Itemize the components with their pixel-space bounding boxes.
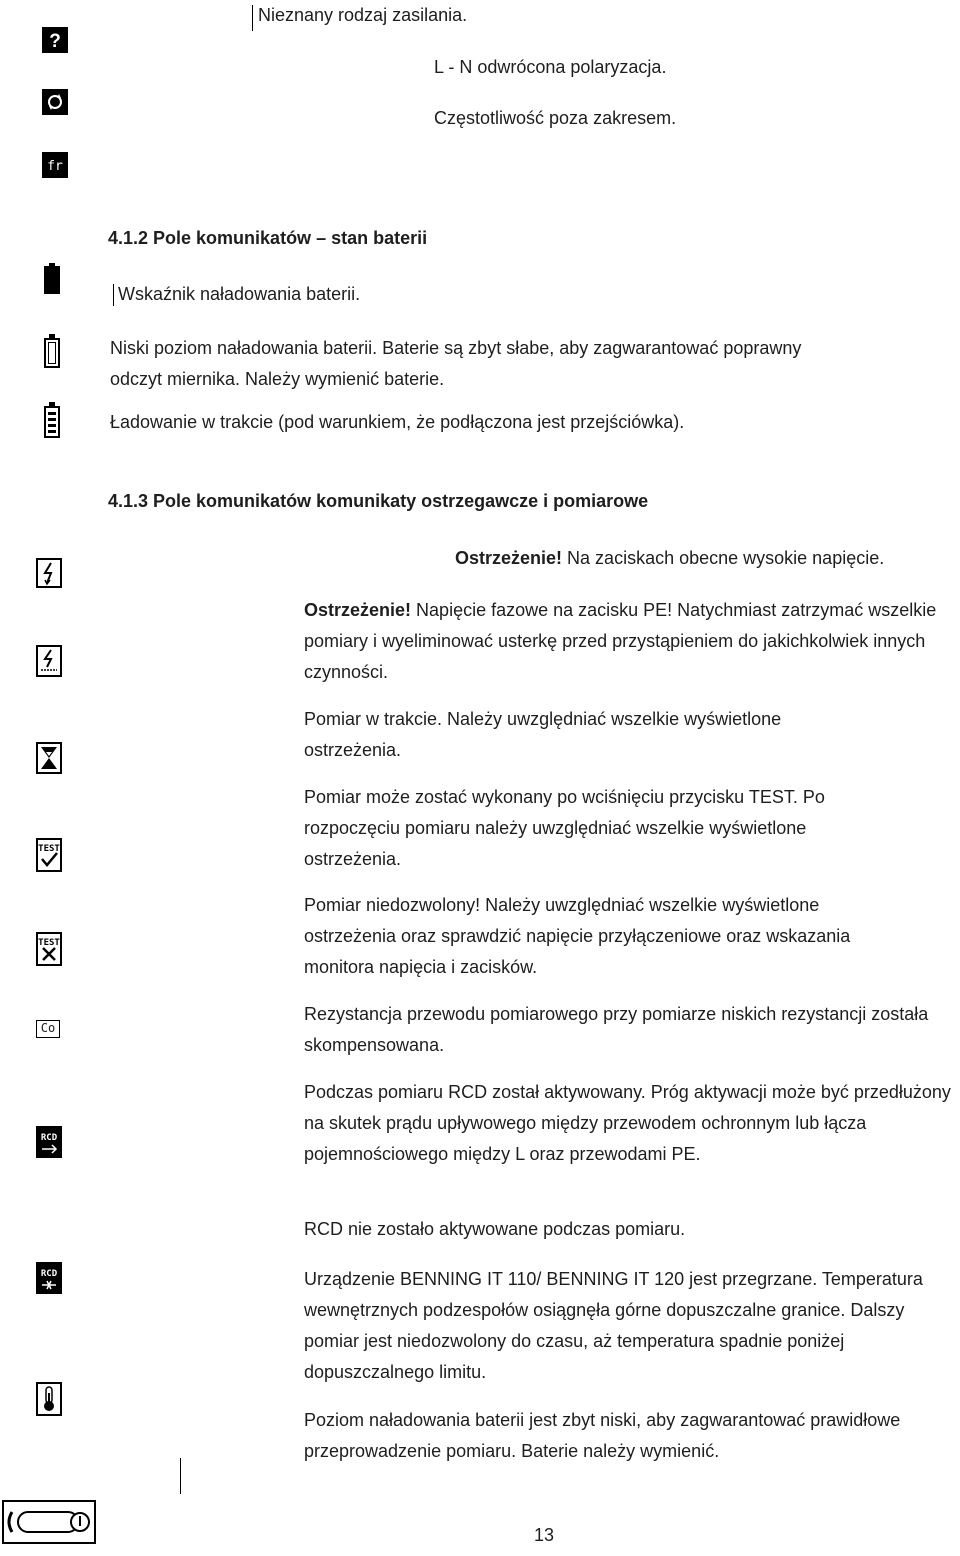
hourglass-icon <box>36 742 62 774</box>
lightning-icon <box>36 558 62 588</box>
battery-empty-icon <box>44 338 60 368</box>
reverse-arrows-icon <box>42 89 68 115</box>
question-mark-icon <box>42 27 68 53</box>
test-allowed-text: Pomiar może zostać wykonany po wciśnięciu przycisku TEST. Po rozpoczęciu pomiaru należy uwzględniać wszelkie wyświetlone ostrzeżenia. <box>304 787 825 869</box>
measuring-text: Pomiar w trakcie. Należy uwzględniać wszelkie wyświetlone ostrzeżenia. <box>304 709 782 760</box>
warnings-section-heading: 4.1.3 Pole komunikatów komunikaty ostrzegawcze i pomiarowe <box>108 491 649 511</box>
terminal-voltage-text <box>455 543 884 574</box>
rcd-tripped-text: Podczas pomiaru RCD został aktywowany. Próg aktywacji może być przedłużony na skutek prądu upływowego między przewodem ochronnym lub łącza pojemnościowego między L oraz przewodami PE. <box>304 1082 951 1164</box>
low-battery-bar-icon <box>2 1500 96 1544</box>
reversed-polarity-text: L - N odwrócona polaryzacja. <box>434 57 667 77</box>
frequency-text: Częstotliwość poza zakresem. <box>434 108 677 128</box>
charging-text: Ładowanie w trakcie (pod warunkiem, że podłączona jest przejściówka). <box>110 412 685 432</box>
test-check-icon <box>36 838 62 872</box>
margin-bar <box>180 1458 181 1494</box>
co-icon <box>36 1020 60 1038</box>
battery-full-icon <box>44 266 60 294</box>
pe-lightning-icon <box>36 645 62 677</box>
question-mark-glyph: ? <box>49 31 61 51</box>
thermometer-icon <box>36 1382 62 1416</box>
test-label: TEST <box>38 938 60 948</box>
page-number: 13 <box>534 1525 555 1545</box>
margin-bar <box>113 284 114 306</box>
pe-voltage-label: Ostrzeżenie! <box>304 600 412 620</box>
low-battery-text-2: odczyt miernika. Należy wymienić baterie. <box>110 369 445 389</box>
test-label: TEST <box>38 844 60 854</box>
pe-voltage-message: Napięcie fazowe na zacisku PE! Natychmiast zatrzymać wszelkie pomiary i wyeliminować usterkę przed przystąpieniem do jakichkolwiek innych czynności. <box>304 600 937 682</box>
margin-bar <box>252 5 253 31</box>
fr-glyph: fr <box>47 159 63 174</box>
fr-icon <box>42 152 68 178</box>
lead-compensated-text: Rezystancja przewodu pomiarowego przy pomiarze niskich rezystancji została skompensowana. <box>304 1004 929 1055</box>
unknown-supply-text: Nieznany rodzaj zasilania. <box>258 5 468 25</box>
rcd-label: RCD <box>40 1269 58 1279</box>
not-allowed-text: Pomiar niedozwolony! Należy uwzględniać wszelkie wyświetlone ostrzeżenia oraz sprawdzić napięcie przyłączeniowe oraz wskazania monitora napięcia i zacisków. <box>304 895 851 977</box>
pe-voltage-text <box>304 595 954 688</box>
test-cross-icon <box>36 932 62 966</box>
battery-section-heading: 4.1.2 Pole komunikatów – stan baterii <box>108 228 428 248</box>
rcd-label: RCD <box>40 1133 58 1143</box>
rcd-not-tripped-icon <box>36 1262 62 1294</box>
terminal-voltage-message: Na zaciskach obecne wysokie napięcie. <box>562 548 885 568</box>
rcd-tripped-icon <box>36 1126 62 1158</box>
low-battery-text-1: Niski poziom naładowania baterii. Baterie są zbyt słabe, aby zagwarantować poprawny <box>110 338 802 358</box>
charge-indicator-text: Wskaźnik naładowania baterii. <box>118 284 361 304</box>
overheated-text: Urządzenie BENNING IT 110/ BENNING IT 120 jest przegrzane. Temperatura wewnętrznych podzespołów osiągnęła górne dopuszczalne granice. Dalszy pomiar jest niedozwolony do czasu, aż temperatura spadnie poniżej dopuszczalnego limitu. <box>304 1269 923 1382</box>
co-glyph: Co <box>40 1021 56 1035</box>
terminal-voltage-label: Ostrzeżenie! <box>455 548 563 568</box>
rcd-not-tripped-text: RCD nie zostało aktywowane podczas pomiaru. <box>304 1219 686 1239</box>
battery-charging-icon <box>44 406 60 438</box>
battery-too-low-text: Poziom naładowania baterii jest zbyt niski, aby zagwarantować prawidłowe przeprowadzenie pomiaru. Baterie należy wymienić. <box>304 1410 901 1461</box>
